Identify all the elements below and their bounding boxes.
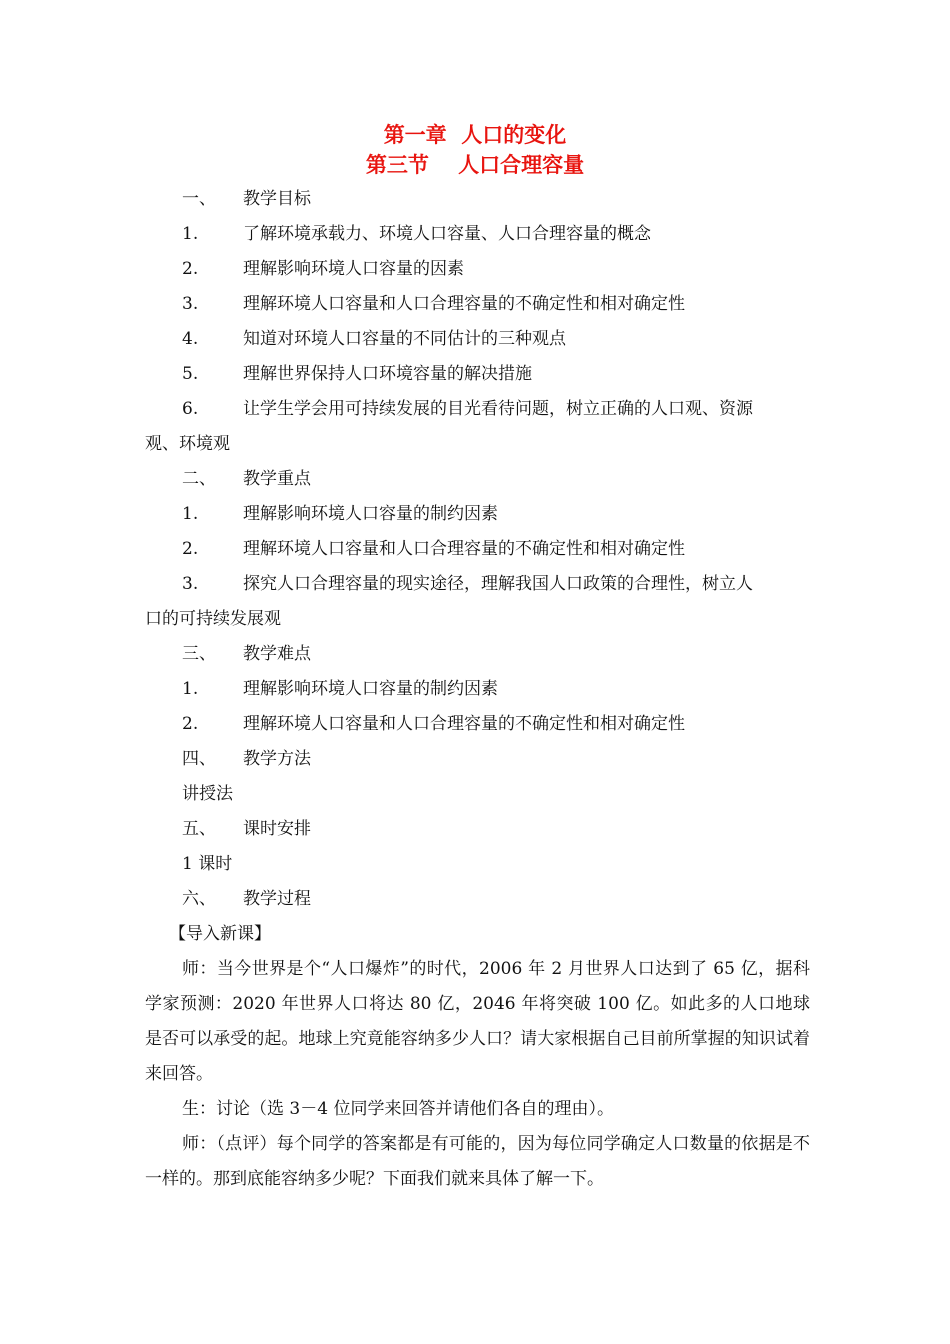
section-heading-text: 教学方法	[243, 749, 311, 769]
section-heading-difficulties	[145, 637, 810, 672]
item-number: 5.	[182, 364, 199, 384]
section-number: 四、	[182, 749, 216, 769]
section-heading-text: 教学难点	[243, 644, 311, 664]
list-item	[145, 497, 810, 532]
list-item	[145, 532, 810, 567]
paragraph: 师：当今世界是个“人口爆炸”的时代，2006 年 2 月世界人口达到了 65 亿，据科学家预测：2020 年世界人口将达 80 亿，2046 年将突破 100 亿。如此多的人口地球是否可以承受的起。地球上究竟能容纳多少人口？请大家根据自己目前所掌握的知识试着来回答。	[145, 959, 810, 1084]
section-heading-objectives	[145, 182, 810, 217]
section-number: 二、	[182, 469, 216, 489]
item-number: 3.	[182, 294, 199, 314]
section-number: 五、	[182, 819, 216, 839]
section-title: 第三节 人口合理容量	[365, 152, 585, 177]
intro-heading: 【导入新课】	[169, 924, 271, 944]
list-item	[145, 322, 810, 357]
section-heading-text: 教学过程	[243, 889, 311, 909]
item-text: 理解环境人口容量和人口合理容量的不确定性和相对确定性	[243, 714, 685, 734]
item-number: 1.	[182, 504, 199, 524]
chapter-title: 第一章 人口的变化	[383, 122, 567, 147]
item-text: 理解环境人口容量和人口合理容量的不确定性和相对确定性	[243, 539, 685, 559]
section-heading-text: 课时安排	[243, 819, 311, 839]
paragraph: 生：讨论（选 3－4 位同学来回答并请他们各自的理由）。	[182, 1099, 614, 1119]
item-text: 了解环境承载力、环境人口容量、人口合理容量的概念	[243, 224, 651, 244]
section-heading-keypoints	[145, 462, 810, 497]
item-text: 理解世界保持人口环境容量的解决措施	[243, 364, 532, 384]
method-text: 讲授法	[182, 784, 233, 804]
list-item	[145, 392, 810, 427]
list-item	[145, 217, 810, 252]
title-block	[0, 120, 950, 180]
item-text: 理解环境人口容量和人口合理容量的不确定性和相对确定性	[243, 294, 685, 314]
list-item	[145, 707, 810, 742]
list-item	[145, 252, 810, 287]
paragraph: 师：（点评）每个同学的答案都是有可能的，因为每位同学确定人口数量的依据是不一样的。那到底能容纳多少呢？下面我们就来具体了解一下。	[145, 1134, 810, 1189]
section-heading-text: 教学重点	[243, 469, 311, 489]
list-item	[145, 287, 810, 322]
list-item	[145, 357, 810, 392]
item-text: 让学生学会用可持续发展的目光看待问题，树立正确的人口观、资源	[243, 399, 753, 419]
list-item	[145, 672, 810, 707]
item-text: 知道对环境人口容量的不同估计的三种观点	[243, 329, 566, 349]
item-number: 3.	[182, 574, 199, 594]
item-text: 探究人口合理容量的现实途径，理解我国人口政策的合理性，树立人	[243, 574, 753, 594]
item-text: 理解影响环境人口容量的因素	[243, 259, 464, 279]
item-text: 理解影响环境人口容量的制约因素	[243, 504, 498, 524]
item-number: 4.	[182, 329, 199, 349]
item-number: 2.	[182, 714, 199, 734]
item-number: 6.	[182, 399, 199, 419]
section-number: 一、	[182, 189, 216, 209]
section-heading-schedule	[145, 812, 810, 847]
item-number: 2.	[182, 539, 199, 559]
item-number: 2.	[182, 259, 199, 279]
item-continuation: 观、环境观	[145, 434, 230, 454]
section-heading-method	[145, 742, 810, 777]
section-number: 六、	[182, 889, 216, 909]
section-number: 三、	[182, 644, 216, 664]
section-heading-text: 教学目标	[243, 189, 311, 209]
item-number: 1.	[182, 224, 199, 244]
item-number: 1.	[182, 679, 199, 699]
item-continuation: 口的可持续发展观	[145, 609, 281, 629]
list-item	[145, 567, 810, 602]
item-text: 理解影响环境人口容量的制约因素	[243, 679, 498, 699]
section-heading-process	[145, 882, 810, 917]
hours-text: 1 课时	[182, 854, 233, 874]
document-body	[145, 182, 810, 1197]
